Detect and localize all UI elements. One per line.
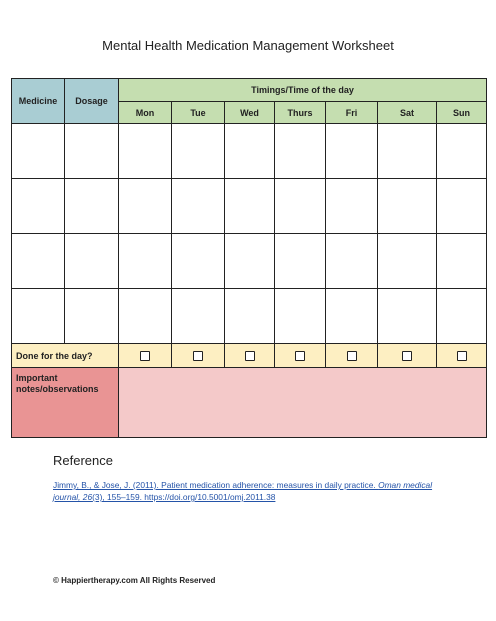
timing-cell[interactable]: [378, 124, 437, 179]
done-row: [12, 344, 487, 368]
timing-cell[interactable]: [437, 124, 487, 179]
timing-cell[interactable]: [275, 289, 326, 344]
done-checkbox-sat[interactable]: [402, 351, 412, 361]
medicine-cell[interactable]: [12, 124, 65, 179]
reference-heading: Reference: [53, 453, 113, 468]
timing-cell[interactable]: [119, 234, 172, 289]
day-header-mon: Mon: [119, 102, 172, 124]
medicine-cell[interactable]: [12, 234, 65, 289]
done-checkbox-sun[interactable]: [457, 351, 467, 361]
citation-doi: (3), 155–159. https://doi.org/10.5001/omj.2011.38: [92, 492, 276, 502]
dosage-cell[interactable]: [65, 179, 119, 234]
timing-cell[interactable]: [172, 179, 225, 234]
done-checkbox-mon[interactable]: [140, 351, 150, 361]
medication-table: [11, 78, 487, 438]
timing-cell[interactable]: [378, 289, 437, 344]
timing-cell[interactable]: [275, 179, 326, 234]
timings-header: Timings/Time of the day: [119, 79, 487, 102]
notes-row: [12, 368, 487, 438]
timing-cell[interactable]: [172, 234, 225, 289]
table-row: [12, 234, 487, 289]
timing-cell[interactable]: [437, 234, 487, 289]
timing-cell[interactable]: [225, 289, 275, 344]
day-header-thurs: Thurs: [275, 102, 326, 124]
timing-cell[interactable]: [225, 234, 275, 289]
day-header-fri: Fri: [326, 102, 378, 124]
day-header-sat: Sat: [378, 102, 437, 124]
page-title: Mental Health Medication Management Worksheet: [102, 38, 394, 53]
reference-citation-link[interactable]: [53, 479, 453, 503]
done-checkbox-fri[interactable]: [347, 351, 357, 361]
timing-cell[interactable]: [437, 179, 487, 234]
timing-cell[interactable]: [172, 124, 225, 179]
timing-cell[interactable]: [275, 234, 326, 289]
day-header-tue: Tue: [172, 102, 225, 124]
dosage-cell[interactable]: [65, 124, 119, 179]
table-row: [12, 179, 487, 234]
dosage-cell[interactable]: [65, 234, 119, 289]
timing-cell[interactable]: [119, 124, 172, 179]
timing-cell[interactable]: [275, 124, 326, 179]
timing-cell[interactable]: [225, 179, 275, 234]
medicine-header: Medicine: [12, 79, 65, 124]
timing-cell[interactable]: [119, 289, 172, 344]
done-checkbox-tue[interactable]: [193, 351, 203, 361]
notes-label: Important notes/observations: [12, 368, 119, 438]
done-label: Done for the day?: [12, 344, 119, 368]
timing-cell[interactable]: [378, 179, 437, 234]
medicine-cell[interactable]: [12, 289, 65, 344]
done-checkbox-thurs[interactable]: [295, 351, 305, 361]
day-header-sun: Sun: [437, 102, 487, 124]
timing-cell[interactable]: [172, 289, 225, 344]
timing-cell[interactable]: [225, 124, 275, 179]
citation-journal: Oman medical journal, 26: [53, 480, 433, 502]
timing-cell[interactable]: [437, 289, 487, 344]
medicine-cell[interactable]: [12, 179, 65, 234]
dosage-header: Dosage: [65, 79, 119, 124]
timing-cell[interactable]: [326, 179, 378, 234]
citation-text: Jimmy, B., & Jose, J. (2011). Patient medication adherence: measures in daily practice.: [53, 480, 379, 490]
day-header-wed: Wed: [225, 102, 275, 124]
timing-cell[interactable]: [378, 234, 437, 289]
done-checkbox-wed[interactable]: [245, 351, 255, 361]
timing-cell[interactable]: [326, 124, 378, 179]
notes-area[interactable]: [119, 368, 487, 438]
dosage-cell[interactable]: [65, 289, 119, 344]
copyright-notice: © Happiertherapy.com All Rights Reserved: [53, 576, 216, 585]
table-row: [12, 124, 487, 179]
timing-cell[interactable]: [326, 234, 378, 289]
timing-cell[interactable]: [119, 179, 172, 234]
table-row: [12, 289, 487, 344]
timing-cell[interactable]: [326, 289, 378, 344]
